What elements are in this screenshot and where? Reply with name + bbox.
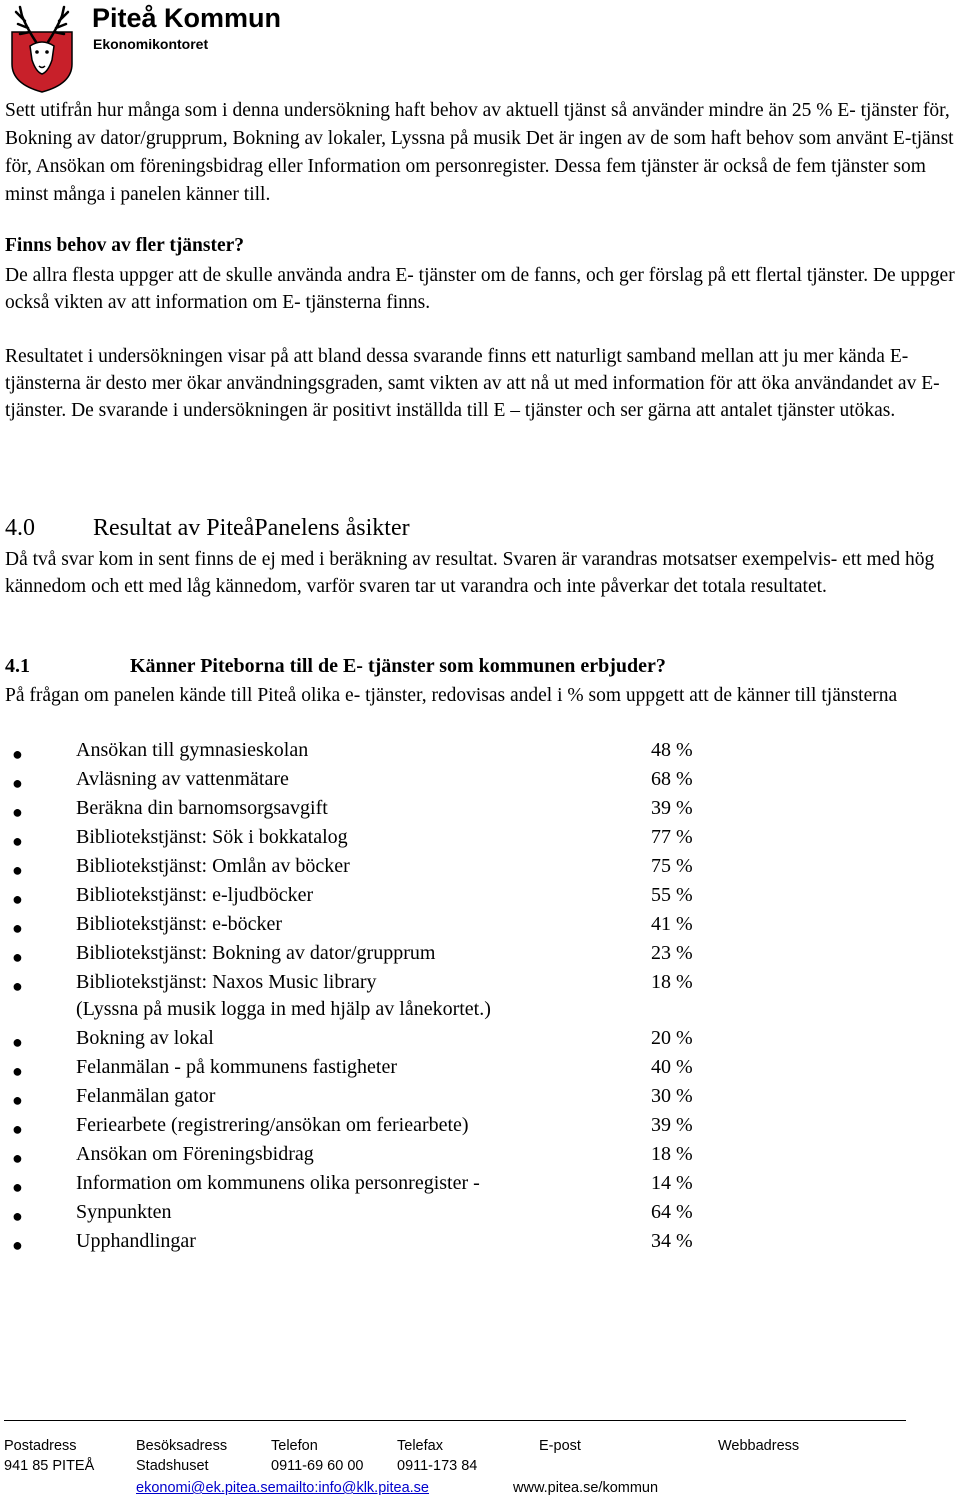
service-name: Avläsning av vattenmätare: [76, 768, 289, 790]
list-item: [0, 826, 960, 855]
service-name: Bibliotekstjänst: Omlån av böcker: [76, 855, 350, 877]
footer-label-epost: E-post: [539, 1438, 581, 1454]
footer-label-besoksadress: Besöksadress: [136, 1438, 228, 1454]
bullet-icon: ●: [12, 889, 23, 909]
service-name: Ansökan till gymnasieskolan: [76, 739, 309, 761]
bullet-icon: ●: [12, 947, 23, 967]
service-name: Bibliotekstjänst: Naxos Music library: [76, 971, 377, 993]
service-name: Felanmälan - på kommunens fastigheter: [76, 1056, 398, 1078]
paragraph-suggestions: De allra flesta uppger att de skulle använda andra E- tjänster om de fanns, och ger förslag på ett flertal tjänster. De uppger också vikten av att information om E- tjänsterna finns.: [5, 265, 955, 313]
service-name: Synpunkten: [76, 1201, 172, 1223]
list-item: [0, 1201, 960, 1230]
list-item: [0, 739, 960, 768]
bullet-icon: ●: [12, 918, 23, 938]
bullet-icon: ●: [12, 1235, 23, 1255]
bullet-icon: ●: [12, 976, 23, 996]
paragraph-usage: Sett utifrån hur många som i denna undersökning haft behov av aktuell tjänst så använder mindre än 25 % E- tjänster för, Bokning av dator/grupprum, Bokning av lokaler, Lyssna på musik Det är ingen av de som haft behov som använt E-tjänst för, Ansökan om föreningsbidrag eller Information om personregister. Dessa fem tjänster är också de fem tjänster som minst många i panelen känner till.: [5, 100, 954, 205]
service-percent: 14 %: [651, 1172, 693, 1194]
footer-telefax: 0911-173 84: [397, 1458, 478, 1474]
brand-title: Piteå Kommun: [92, 3, 282, 33]
section-4-1-paragraph: På frågan om panelen kände till Piteå olika e- tjänster, redovisas andel i % som uppgett att de känner till tjänsterna: [5, 685, 898, 706]
footer-divider: [4, 1420, 906, 1421]
bullet-icon: ●: [12, 744, 23, 764]
bullet-icon: ●: [12, 802, 23, 822]
section-title: Resultat av PiteåPanelens åsikter: [93, 515, 410, 541]
coat-of-arms-logo: [6, 2, 78, 94]
service-percent: 68 %: [651, 768, 693, 790]
reindeer-icon: [6, 2, 78, 94]
service-percent: 41 %: [651, 913, 693, 935]
footer-email-link[interactable]: ekonomi@ek.pitea.semailto:info@klk.pitea.se: [136, 1480, 429, 1496]
subsection-number: 4.1: [5, 655, 30, 677]
list-item: [0, 797, 960, 826]
bullet-icon: ●: [12, 1090, 23, 1110]
list-item: [0, 1172, 960, 1201]
section-4-paragraph: Då två svar kom in sent finns de ej med i beräkning av resultat. Svaren är varandras motsatser exempelvis- ett med hög kännedom och ett med låg kännedom, varför svaren tar ut varandra och inte påverkar det totala resultatet.: [5, 549, 935, 597]
bullet-icon: ●: [12, 1206, 23, 1226]
service-name: Felanmälan gator: [76, 1085, 216, 1107]
list-item: [0, 1085, 960, 1114]
footer-label-telefon: Telefon: [271, 1438, 318, 1454]
list-item: [0, 1143, 960, 1172]
service-percent: 20 %: [651, 1027, 693, 1049]
list-item: [0, 884, 960, 913]
paragraph-results: Resultatet i undersökningen visar på att bland dessa svarande finns ett naturligt samband mellan att ju mer kända E- tjänsterna är desto mer ökar användningsgraden, samt vikten av att nå ut med information för att öka användandet av E- tjänster. De svarande i undersökningen är positivt inställda till E – tjänster och ser gärna att antalet tjänster utökas.: [5, 346, 940, 421]
bullet-icon: ●: [12, 1032, 23, 1052]
footer-label-webbadress: Webbadress: [718, 1438, 800, 1454]
bullet-icon: ●: [12, 1148, 23, 1168]
service-name: Beräkna din barnomsorgsavgift: [76, 797, 328, 819]
service-awareness-list: [0, 739, 960, 1259]
bullet-icon: ●: [12, 860, 23, 880]
list-item-note: [0, 1000, 960, 1027]
section-4-heading: [5, 515, 410, 542]
service-percent: 64 %: [651, 1201, 693, 1223]
service-name: Upphandlingar: [76, 1230, 196, 1252]
service-name: Ansökan om Föreningsbidrag: [76, 1143, 314, 1165]
service-percent: 18 %: [651, 971, 693, 993]
service-percent: 18 %: [651, 1143, 693, 1165]
list-item: [0, 1114, 960, 1143]
service-name: Bibliotekstjänst: e-ljudböcker: [76, 884, 314, 906]
list-item: [0, 855, 960, 884]
bullet-icon: ●: [12, 773, 23, 793]
list-item: [0, 913, 960, 942]
service-percent: 77 %: [651, 826, 693, 848]
footer-besoksadress: Stadshuset: [136, 1458, 209, 1474]
service-name: Bibliotekstjänst: Sök i bokkatalog: [76, 826, 348, 848]
service-name: Feriearbete (registrering/ansökan om feriearbete): [76, 1114, 469, 1136]
section-4-1-heading: [5, 655, 666, 678]
service-name: Bokning av lokal: [76, 1027, 214, 1049]
footer-web-address: www.pitea.se/kommun: [513, 1480, 659, 1496]
bullet-icon: ●: [12, 1061, 23, 1081]
bullet-icon: ●: [12, 1119, 23, 1139]
list-item: [0, 942, 960, 971]
list-item: [0, 1056, 960, 1085]
service-note: (Lyssna på musik logga in med hjälp av lånekortet.): [76, 998, 491, 1020]
service-percent: 39 %: [651, 1114, 693, 1136]
footer-label-telefax: Telefax: [397, 1438, 443, 1454]
list-item: [0, 1230, 960, 1259]
subsection-title: Känner Piteborna till de E- tjänster som kommunen erbjuder?: [130, 655, 666, 677]
service-name: Information om kommunens olika personregister -: [76, 1172, 480, 1194]
footer-label-postadress: Postadress: [4, 1438, 77, 1454]
list-item: [0, 971, 960, 1000]
service-percent: 23 %: [651, 942, 693, 964]
bullet-icon: ●: [12, 831, 23, 851]
service-percent: 48 %: [651, 739, 693, 761]
list-item: [0, 1027, 960, 1056]
brand-subtitle: Ekonomikontoret: [93, 36, 209, 52]
footer-telefon: 0911-69 60 00: [271, 1458, 364, 1474]
service-name: Bibliotekstjänst: Bokning av dator/grupprum: [76, 942, 436, 964]
service-percent: 39 %: [651, 797, 693, 819]
service-percent: 40 %: [651, 1056, 693, 1078]
footer: [0, 1438, 960, 1498]
service-percent: 34 %: [651, 1230, 693, 1252]
list-item: [0, 768, 960, 797]
bullet-icon: ●: [12, 1177, 23, 1197]
service-percent: 55 %: [651, 884, 693, 906]
section-number: 4.0: [5, 515, 35, 541]
service-name: Bibliotekstjänst: e-böcker: [76, 913, 283, 935]
footer-postadress: 941 85 PITEÅ: [4, 1458, 95, 1474]
service-percent: 75 %: [651, 855, 693, 877]
service-percent: 30 %: [651, 1085, 693, 1107]
heading-need-more-services: Finns behov av fler tjänster?: [5, 235, 245, 256]
